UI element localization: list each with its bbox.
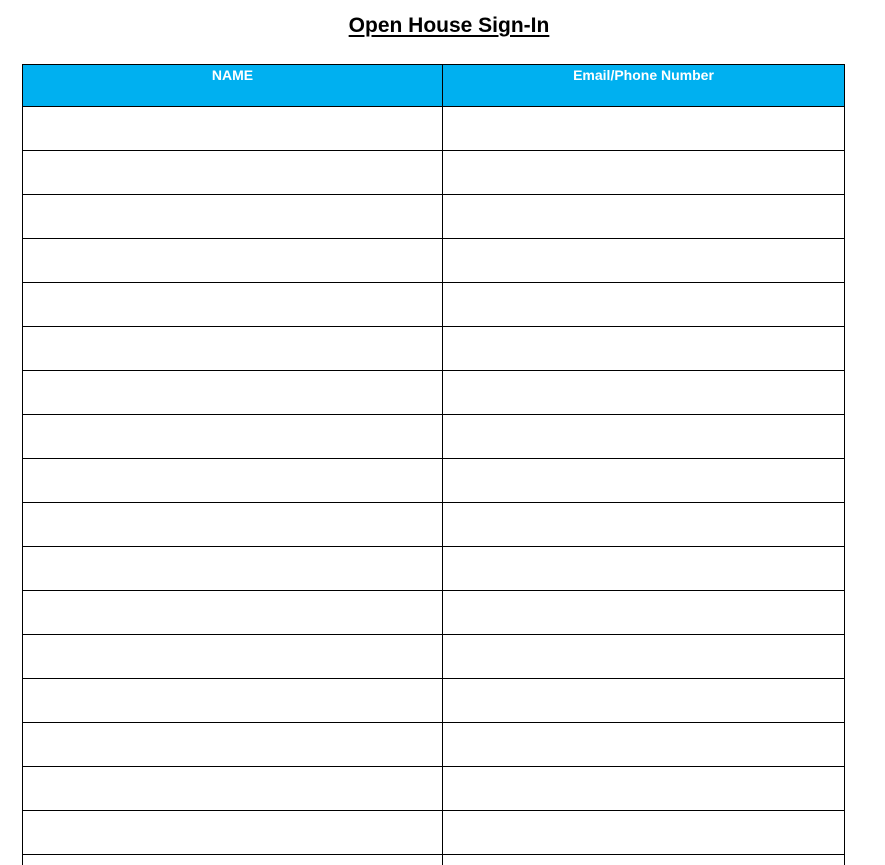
name-cell[interactable]	[23, 283, 443, 327]
email-phone-cell[interactable]	[443, 107, 845, 151]
name-cell[interactable]	[23, 767, 443, 811]
table-row	[23, 459, 845, 503]
email-phone-cell[interactable]	[443, 811, 845, 855]
email-phone-cell[interactable]	[443, 459, 845, 503]
table-row	[23, 503, 845, 547]
name-cell[interactable]	[23, 327, 443, 371]
table-row	[23, 195, 845, 239]
table-row	[23, 327, 845, 371]
email-phone-cell[interactable]	[443, 767, 845, 811]
email-phone-cell[interactable]	[443, 503, 845, 547]
table-row	[23, 547, 845, 591]
email-phone-cell[interactable]	[443, 239, 845, 283]
email-phone-cell[interactable]	[443, 591, 845, 635]
email-phone-cell[interactable]	[443, 283, 845, 327]
name-cell[interactable]	[23, 591, 443, 635]
name-cell[interactable]	[23, 415, 443, 459]
table-row	[23, 811, 845, 855]
table-row	[23, 107, 845, 151]
name-cell[interactable]	[23, 503, 443, 547]
name-cell[interactable]	[23, 107, 443, 151]
table-row	[23, 855, 845, 865]
name-cell[interactable]	[23, 239, 443, 283]
email-phone-cell[interactable]	[443, 679, 845, 723]
name-cell[interactable]	[23, 195, 443, 239]
table-header-row	[23, 65, 845, 107]
table-row	[23, 415, 845, 459]
name-cell[interactable]	[23, 855, 443, 865]
table-row	[23, 371, 845, 415]
name-cell[interactable]	[23, 811, 443, 855]
table-body	[23, 107, 845, 865]
table-row	[23, 767, 845, 811]
email-phone-cell[interactable]	[443, 151, 845, 195]
column-header-email-phone: Email/Phone Number	[443, 65, 845, 107]
email-phone-cell[interactable]	[443, 371, 845, 415]
name-cell[interactable]	[23, 679, 443, 723]
table-row	[23, 591, 845, 635]
sign-in-table	[22, 64, 845, 865]
name-cell[interactable]	[23, 151, 443, 195]
table-row	[23, 679, 845, 723]
email-phone-cell[interactable]	[443, 723, 845, 767]
email-phone-cell[interactable]	[443, 547, 845, 591]
table-row	[23, 239, 845, 283]
column-header-name: NAME	[23, 65, 443, 107]
page-title: Open House Sign-In	[348, 14, 550, 37]
table-row	[23, 723, 845, 767]
name-cell[interactable]	[23, 723, 443, 767]
email-phone-cell[interactable]	[443, 855, 845, 865]
table-row	[23, 283, 845, 327]
name-cell[interactable]	[23, 459, 443, 503]
name-cell[interactable]	[23, 371, 443, 415]
table-row	[23, 151, 845, 195]
email-phone-cell[interactable]	[443, 195, 845, 239]
email-phone-cell[interactable]	[443, 635, 845, 679]
email-phone-cell[interactable]	[443, 415, 845, 459]
table-row	[23, 635, 845, 679]
name-cell[interactable]	[23, 635, 443, 679]
email-phone-cell[interactable]	[443, 327, 845, 371]
name-cell[interactable]	[23, 547, 443, 591]
